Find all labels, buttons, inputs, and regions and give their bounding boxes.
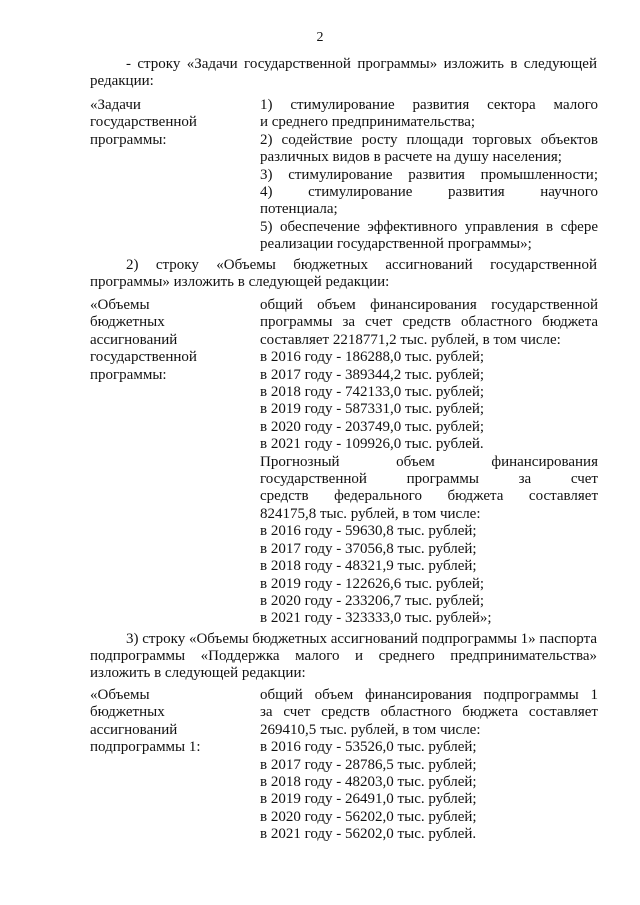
item-1-intro: - строку «Задачи государственной программы» изложить в следующей редакции: <box>90 56 597 89</box>
item-2-label: «Объемы бюджетных ассигнований государственной программы: <box>90 297 197 383</box>
item-1-value: 1) стимулирование развития сектора малого и среднего предпринимательства; 2) содействие росту площади торговых объектов различных видов в расчете на душу населения; 3) стимулирование развития промышленности; 4) стимулирование развития научного потенциала; 5) обеспечение эффективного управления в сфере реализации государственной программы»; <box>260 97 598 253</box>
item-3-value: общий объем финансирования подпрограммы 1 за счет средств областного бюджета составляет 269410,5 тыс. рублей, в том числе: в 2016 году - 53526,0 тыс. рублей; в 2017 году - 28786,5 тыс. рублей; в 2018 году - 48203,0 тыс. рублей; в 2019 году - 26491,0 тыс. рублей; в 2020 году - 56202,0 тыс. рублей; в 2021 году - 56202,0 тыс. рублей. <box>260 687 598 843</box>
item-3-intro: 3) строку «Объемы бюджетных ассигнований подпрограммы 1» паспорта подпрограммы «Поддержка малого и среднего предпринимательства» изложить в следующей редакции: <box>90 631 597 681</box>
page-number: 2 <box>316 30 324 45</box>
item-2-value: общий объем финансирования государственной программы за счет средств областного бюджета составляет 2218771,2 тыс. рублей, в том числе: в 2016 году - 186288,0 тыс. рублей; в 2017 году - 389344,2 тыс. рублей; в 2018 году - 742133,0 тыс. рублей; в 2019 году - 587331,0 тыс. рублей; в 2020 году - 203749,0 тыс. рублей; в 2021 году - 109926,0 тыс. рублей. Прогнозный объем финансирования государственной программы за счет средств федерального бюджета составляет 824175,8 тыс. рублей, в том числе: в 2016 году - 59630,8 тыс. рублей; в 2017 году - 37056,8 тыс. рублей; в 2018 году - 48321,9 тыс. рублей; в 2019 году - 122626,6 тыс. рублей; в 2020 году - 233206,7 тыс. рублей; в 2021 году - 323333,0 тыс. рублей»; <box>260 297 598 627</box>
item-3-label: «Объемы бюджетных ассигнований подпрограммы 1: <box>90 687 201 756</box>
item-2-intro: 2) строку «Объемы бюджетных ассигнований государственной программы» изложить в следующей редакции: <box>90 257 597 290</box>
item-1-label: «Задачи государственной программы: <box>90 97 197 148</box>
